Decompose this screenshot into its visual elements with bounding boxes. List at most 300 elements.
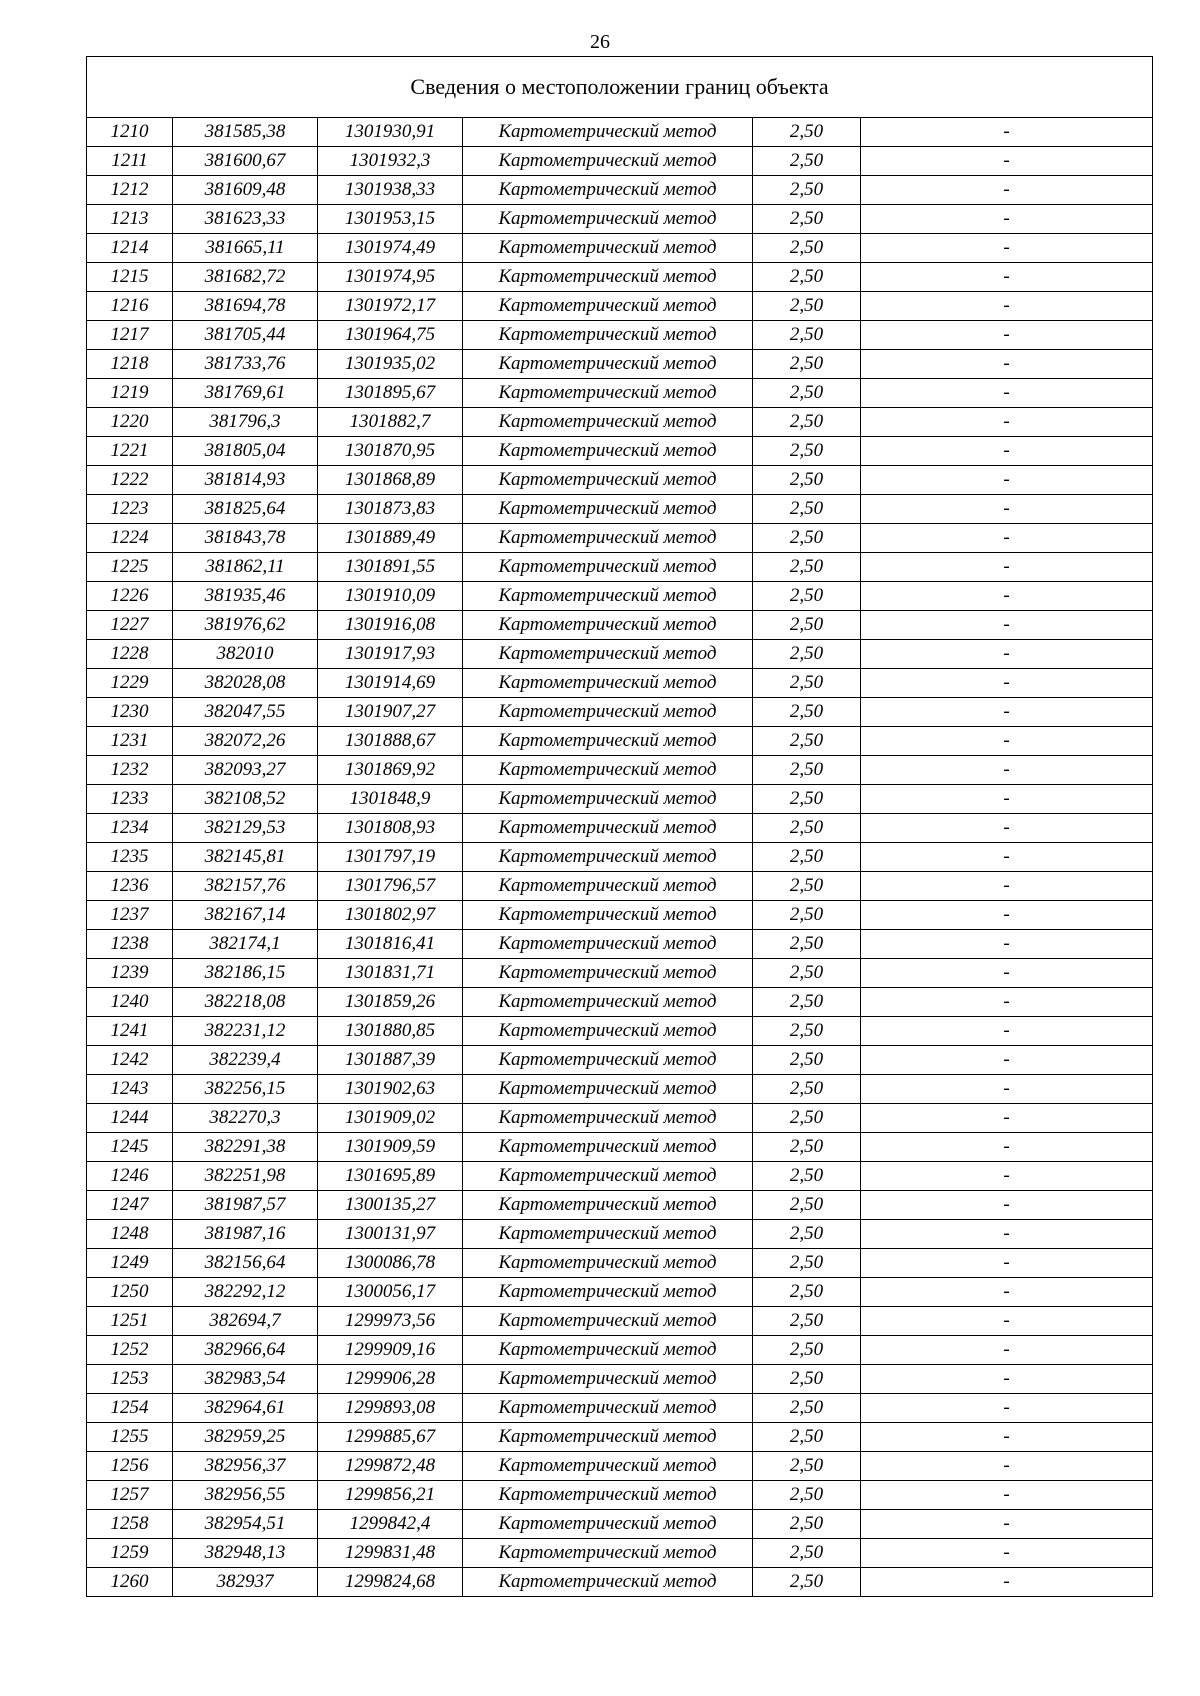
x-coordinate-cell: 381665,11 [173, 234, 318, 263]
description-cell: - [861, 205, 1153, 234]
description-cell: - [861, 176, 1153, 205]
method-cell: Картометрический метод [463, 147, 753, 176]
point-number-cell: 1230 [87, 698, 173, 727]
y-coordinate-cell: 1301909,02 [318, 1104, 463, 1133]
point-number-cell: 1222 [87, 466, 173, 495]
table-row [87, 727, 1153, 756]
method-cell: Картометрический метод [463, 176, 753, 205]
y-coordinate-cell: 1301935,02 [318, 350, 463, 379]
description-cell: - [861, 930, 1153, 959]
y-coordinate-cell: 1300056,17 [318, 1278, 463, 1307]
point-number-cell: 1217 [87, 321, 173, 350]
x-coordinate-cell: 382186,15 [173, 959, 318, 988]
accuracy-cell: 2,50 [753, 988, 861, 1017]
method-cell: Картометрический метод [463, 1423, 753, 1452]
method-cell: Картометрический метод [463, 350, 753, 379]
point-number-cell: 1259 [87, 1539, 173, 1568]
point-number-cell: 1258 [87, 1510, 173, 1539]
accuracy-cell: 2,50 [753, 147, 861, 176]
x-coordinate-cell: 382028,08 [173, 669, 318, 698]
x-coordinate-cell: 381733,76 [173, 350, 318, 379]
table-row [87, 1104, 1153, 1133]
table-row [87, 843, 1153, 872]
method-cell: Картометрический метод [463, 321, 753, 350]
table-row [87, 1133, 1153, 1162]
accuracy-cell: 2,50 [753, 1162, 861, 1191]
table-row [87, 524, 1153, 553]
y-coordinate-cell: 1301917,93 [318, 640, 463, 669]
method-cell: Картометрический метод [463, 582, 753, 611]
x-coordinate-cell: 382108,52 [173, 785, 318, 814]
y-coordinate-cell: 1301802,97 [318, 901, 463, 930]
y-coordinate-cell: 1301916,08 [318, 611, 463, 640]
point-number-cell: 1245 [87, 1133, 173, 1162]
table-body [87, 118, 1153, 1597]
accuracy-cell: 2,50 [753, 1075, 861, 1104]
description-cell: - [861, 814, 1153, 843]
x-coordinate-cell: 382156,64 [173, 1249, 318, 1278]
description-cell: - [861, 1510, 1153, 1539]
accuracy-cell: 2,50 [753, 669, 861, 698]
description-cell: - [861, 1539, 1153, 1568]
accuracy-cell: 2,50 [753, 640, 861, 669]
table-row [87, 1162, 1153, 1191]
accuracy-cell: 2,50 [753, 1452, 861, 1481]
point-number-cell: 1227 [87, 611, 173, 640]
table-row [87, 408, 1153, 437]
y-coordinate-cell: 1301914,69 [318, 669, 463, 698]
x-coordinate-cell: 382956,55 [173, 1481, 318, 1510]
table-row [87, 669, 1153, 698]
point-number-cell: 1228 [87, 640, 173, 669]
description-cell: - [861, 234, 1153, 263]
point-number-cell: 1214 [87, 234, 173, 263]
method-cell: Картометрический метод [463, 495, 753, 524]
accuracy-cell: 2,50 [753, 1365, 861, 1394]
method-cell: Картометрический метод [463, 1133, 753, 1162]
method-cell: Картометрический метод [463, 1452, 753, 1481]
y-coordinate-cell: 1301953,15 [318, 205, 463, 234]
description-cell: - [861, 1481, 1153, 1510]
description-cell: - [861, 1162, 1153, 1191]
method-cell: Картометрический метод [463, 640, 753, 669]
description-cell: - [861, 553, 1153, 582]
point-number-cell: 1223 [87, 495, 173, 524]
table-row [87, 582, 1153, 611]
table-row [87, 379, 1153, 408]
method-cell: Картометрический метод [463, 1365, 753, 1394]
accuracy-cell: 2,50 [753, 1539, 861, 1568]
y-coordinate-cell: 1301930,91 [318, 118, 463, 147]
description-cell: - [861, 901, 1153, 930]
accuracy-cell: 2,50 [753, 727, 861, 756]
table-row [87, 553, 1153, 582]
table-row [87, 698, 1153, 727]
x-coordinate-cell: 381705,44 [173, 321, 318, 350]
x-coordinate-cell: 382937 [173, 1568, 318, 1597]
y-coordinate-cell: 1299824,68 [318, 1568, 463, 1597]
table-row [87, 1249, 1153, 1278]
point-number-cell: 1237 [87, 901, 173, 930]
description-cell: - [861, 640, 1153, 669]
x-coordinate-cell: 381805,04 [173, 437, 318, 466]
accuracy-cell: 2,50 [753, 263, 861, 292]
point-number-cell: 1249 [87, 1249, 173, 1278]
x-coordinate-cell: 382251,98 [173, 1162, 318, 1191]
x-coordinate-cell: 382291,38 [173, 1133, 318, 1162]
method-cell: Картометрический метод [463, 379, 753, 408]
y-coordinate-cell: 1301808,93 [318, 814, 463, 843]
y-coordinate-cell: 1301887,39 [318, 1046, 463, 1075]
description-cell: - [861, 727, 1153, 756]
x-coordinate-cell: 382270,3 [173, 1104, 318, 1133]
y-coordinate-cell: 1301910,09 [318, 582, 463, 611]
x-coordinate-cell: 382292,12 [173, 1278, 318, 1307]
x-coordinate-cell: 382954,51 [173, 1510, 318, 1539]
point-number-cell: 1224 [87, 524, 173, 553]
x-coordinate-cell: 381825,64 [173, 495, 318, 524]
x-coordinate-cell: 381843,78 [173, 524, 318, 553]
accuracy-cell: 2,50 [753, 408, 861, 437]
table-row [87, 1075, 1153, 1104]
point-number-cell: 1218 [87, 350, 173, 379]
accuracy-cell: 2,50 [753, 756, 861, 785]
description-cell: - [861, 785, 1153, 814]
table-row [87, 1191, 1153, 1220]
table-row [87, 1307, 1153, 1336]
accuracy-cell: 2,50 [753, 1394, 861, 1423]
table-row [87, 901, 1153, 930]
x-coordinate-cell: 381682,72 [173, 263, 318, 292]
method-cell: Картометрический метод [463, 698, 753, 727]
point-number-cell: 1231 [87, 727, 173, 756]
description-cell: - [861, 1075, 1153, 1104]
description-cell: - [861, 756, 1153, 785]
description-cell: - [861, 1191, 1153, 1220]
method-cell: Картометрический метод [463, 1394, 753, 1423]
accuracy-cell: 2,50 [753, 524, 861, 553]
y-coordinate-cell: 1299872,48 [318, 1452, 463, 1481]
description-cell: - [861, 611, 1153, 640]
method-cell: Картометрический метод [463, 930, 753, 959]
x-coordinate-cell: 382167,14 [173, 901, 318, 930]
x-coordinate-cell: 381600,67 [173, 147, 318, 176]
x-coordinate-cell: 382218,08 [173, 988, 318, 1017]
method-cell: Картометрический метод [463, 669, 753, 698]
accuracy-cell: 2,50 [753, 1133, 861, 1162]
table-row [87, 1017, 1153, 1046]
accuracy-cell: 2,50 [753, 1017, 861, 1046]
method-cell: Картометрический метод [463, 988, 753, 1017]
method-cell: Картометрический метод [463, 1249, 753, 1278]
table-row [87, 1046, 1153, 1075]
x-coordinate-cell: 381987,57 [173, 1191, 318, 1220]
point-number-cell: 1242 [87, 1046, 173, 1075]
description-cell: - [861, 1423, 1153, 1452]
description-cell: - [861, 988, 1153, 1017]
point-number-cell: 1238 [87, 930, 173, 959]
table-title: Сведения о местоположении границ объекта [87, 57, 1153, 118]
method-cell: Картометрический метод [463, 263, 753, 292]
accuracy-cell: 2,50 [753, 872, 861, 901]
description-cell: - [861, 1365, 1153, 1394]
table-row [87, 611, 1153, 640]
y-coordinate-cell: 1299831,48 [318, 1539, 463, 1568]
method-cell: Картометрический метод [463, 814, 753, 843]
accuracy-cell: 2,50 [753, 437, 861, 466]
table-row [87, 176, 1153, 205]
y-coordinate-cell: 1299973,56 [318, 1307, 463, 1336]
point-number-cell: 1216 [87, 292, 173, 321]
x-coordinate-cell: 381796,3 [173, 408, 318, 437]
description-cell: - [861, 1568, 1153, 1597]
description-cell: - [861, 1104, 1153, 1133]
point-number-cell: 1248 [87, 1220, 173, 1249]
x-coordinate-cell: 382966,64 [173, 1336, 318, 1365]
accuracy-cell: 2,50 [753, 1249, 861, 1278]
y-coordinate-cell: 1300131,97 [318, 1220, 463, 1249]
table-row [87, 1481, 1153, 1510]
table-row [87, 263, 1153, 292]
description-cell: - [861, 1394, 1153, 1423]
y-coordinate-cell: 1299856,21 [318, 1481, 463, 1510]
description-cell: - [861, 1278, 1153, 1307]
method-cell: Картометрический метод [463, 1191, 753, 1220]
method-cell: Картометрический метод [463, 1307, 753, 1336]
method-cell: Картометрический метод [463, 1017, 753, 1046]
y-coordinate-cell: 1301907,27 [318, 698, 463, 727]
method-cell: Картометрический метод [463, 1104, 753, 1133]
table-row [87, 1510, 1153, 1539]
accuracy-cell: 2,50 [753, 930, 861, 959]
y-coordinate-cell: 1301870,95 [318, 437, 463, 466]
table-row [87, 756, 1153, 785]
table-row [87, 1423, 1153, 1452]
y-coordinate-cell: 1301873,83 [318, 495, 463, 524]
table-row [87, 1452, 1153, 1481]
method-cell: Картометрический метод [463, 872, 753, 901]
description-cell: - [861, 147, 1153, 176]
description-cell: - [861, 1249, 1153, 1278]
description-cell: - [861, 872, 1153, 901]
accuracy-cell: 2,50 [753, 1191, 861, 1220]
y-coordinate-cell: 1301868,89 [318, 466, 463, 495]
point-number-cell: 1240 [87, 988, 173, 1017]
y-coordinate-cell: 1301848,9 [318, 785, 463, 814]
accuracy-cell: 2,50 [753, 1307, 861, 1336]
y-coordinate-cell: 1301796,57 [318, 872, 463, 901]
method-cell: Картометрический метод [463, 1510, 753, 1539]
y-coordinate-cell: 1301964,75 [318, 321, 463, 350]
y-coordinate-cell: 1301869,92 [318, 756, 463, 785]
y-coordinate-cell: 1301972,17 [318, 292, 463, 321]
y-coordinate-cell: 1301816,41 [318, 930, 463, 959]
point-number-cell: 1255 [87, 1423, 173, 1452]
method-cell: Картометрический метод [463, 118, 753, 147]
accuracy-cell: 2,50 [753, 379, 861, 408]
accuracy-cell: 2,50 [753, 466, 861, 495]
method-cell: Картометрический метод [463, 437, 753, 466]
x-coordinate-cell: 381935,46 [173, 582, 318, 611]
accuracy-cell: 2,50 [753, 582, 861, 611]
point-number-cell: 1250 [87, 1278, 173, 1307]
point-number-cell: 1243 [87, 1075, 173, 1104]
accuracy-cell: 2,50 [753, 553, 861, 582]
x-coordinate-cell: 382239,4 [173, 1046, 318, 1075]
x-coordinate-cell: 382964,61 [173, 1394, 318, 1423]
table-row [87, 785, 1153, 814]
method-cell: Картометрический метод [463, 1481, 753, 1510]
accuracy-cell: 2,50 [753, 698, 861, 727]
method-cell: Картометрический метод [463, 292, 753, 321]
x-coordinate-cell: 381623,33 [173, 205, 318, 234]
point-number-cell: 1247 [87, 1191, 173, 1220]
point-number-cell: 1233 [87, 785, 173, 814]
accuracy-cell: 2,50 [753, 1336, 861, 1365]
description-cell: - [861, 1336, 1153, 1365]
y-coordinate-cell: 1301974,49 [318, 234, 463, 263]
accuracy-cell: 2,50 [753, 1568, 861, 1597]
table-row [87, 1336, 1153, 1365]
table-row [87, 988, 1153, 1017]
point-number-cell: 1213 [87, 205, 173, 234]
point-number-cell: 1220 [87, 408, 173, 437]
table-row [87, 495, 1153, 524]
method-cell: Картометрический метод [463, 611, 753, 640]
accuracy-cell: 2,50 [753, 321, 861, 350]
point-number-cell: 1236 [87, 872, 173, 901]
description-cell: - [861, 1220, 1153, 1249]
point-number-cell: 1219 [87, 379, 173, 408]
accuracy-cell: 2,50 [753, 118, 861, 147]
accuracy-cell: 2,50 [753, 1423, 861, 1452]
accuracy-cell: 2,50 [753, 1220, 861, 1249]
description-cell: - [861, 263, 1153, 292]
x-coordinate-cell: 381862,11 [173, 553, 318, 582]
point-number-cell: 1225 [87, 553, 173, 582]
y-coordinate-cell: 1301882,7 [318, 408, 463, 437]
x-coordinate-cell: 381987,16 [173, 1220, 318, 1249]
table-row [87, 1539, 1153, 1568]
table-title-row [87, 57, 1153, 118]
accuracy-cell: 2,50 [753, 350, 861, 379]
x-coordinate-cell: 382948,13 [173, 1539, 318, 1568]
point-number-cell: 1254 [87, 1394, 173, 1423]
accuracy-cell: 2,50 [753, 843, 861, 872]
description-cell: - [861, 321, 1153, 350]
accuracy-cell: 2,50 [753, 611, 861, 640]
x-coordinate-cell: 382959,25 [173, 1423, 318, 1452]
point-number-cell: 1210 [87, 118, 173, 147]
point-number-cell: 1239 [87, 959, 173, 988]
y-coordinate-cell: 1300086,78 [318, 1249, 463, 1278]
method-cell: Картометрический метод [463, 1539, 753, 1568]
x-coordinate-cell: 382047,55 [173, 698, 318, 727]
accuracy-cell: 2,50 [753, 176, 861, 205]
x-coordinate-cell: 381814,93 [173, 466, 318, 495]
y-coordinate-cell: 1299893,08 [318, 1394, 463, 1423]
description-cell: - [861, 466, 1153, 495]
x-coordinate-cell: 382956,37 [173, 1452, 318, 1481]
method-cell: Картометрический метод [463, 408, 753, 437]
table-row [87, 1278, 1153, 1307]
y-coordinate-cell: 1299906,28 [318, 1365, 463, 1394]
description-cell: - [861, 118, 1153, 147]
table-row [87, 321, 1153, 350]
x-coordinate-cell: 381769,61 [173, 379, 318, 408]
table-row [87, 350, 1153, 379]
method-cell: Картометрический метод [463, 1162, 753, 1191]
y-coordinate-cell: 1301888,67 [318, 727, 463, 756]
y-coordinate-cell: 1301880,85 [318, 1017, 463, 1046]
description-cell: - [861, 669, 1153, 698]
table-row [87, 1568, 1153, 1597]
y-coordinate-cell: 1301974,95 [318, 263, 463, 292]
x-coordinate-cell: 381585,38 [173, 118, 318, 147]
point-number-cell: 1251 [87, 1307, 173, 1336]
y-coordinate-cell: 1299909,16 [318, 1336, 463, 1365]
method-cell: Картометрический метод [463, 553, 753, 582]
accuracy-cell: 2,50 [753, 785, 861, 814]
method-cell: Картометрический метод [463, 1336, 753, 1365]
description-cell: - [861, 350, 1153, 379]
x-coordinate-cell: 382010 [173, 640, 318, 669]
table-row [87, 466, 1153, 495]
x-coordinate-cell: 382694,7 [173, 1307, 318, 1336]
description-cell: - [861, 524, 1153, 553]
boundary-coordinates-table [86, 56, 1153, 1597]
x-coordinate-cell: 382174,1 [173, 930, 318, 959]
point-number-cell: 1221 [87, 437, 173, 466]
description-cell: - [861, 1046, 1153, 1075]
x-coordinate-cell: 382983,54 [173, 1365, 318, 1394]
description-cell: - [861, 292, 1153, 321]
description-cell: - [861, 959, 1153, 988]
table-row [87, 930, 1153, 959]
accuracy-cell: 2,50 [753, 959, 861, 988]
point-number-cell: 1211 [87, 147, 173, 176]
y-coordinate-cell: 1301902,63 [318, 1075, 463, 1104]
table-row [87, 1365, 1153, 1394]
point-number-cell: 1253 [87, 1365, 173, 1394]
method-cell: Картометрический метод [463, 1278, 753, 1307]
table-row [87, 205, 1153, 234]
point-number-cell: 1246 [87, 1162, 173, 1191]
x-coordinate-cell: 382231,12 [173, 1017, 318, 1046]
method-cell: Картометрический метод [463, 1075, 753, 1104]
y-coordinate-cell: 1301938,33 [318, 176, 463, 205]
x-coordinate-cell: 382093,27 [173, 756, 318, 785]
y-coordinate-cell: 1301859,26 [318, 988, 463, 1017]
description-cell: - [861, 1307, 1153, 1336]
method-cell: Картометрический метод [463, 1568, 753, 1597]
point-number-cell: 1215 [87, 263, 173, 292]
accuracy-cell: 2,50 [753, 234, 861, 263]
x-coordinate-cell: 382145,81 [173, 843, 318, 872]
table-row [87, 1220, 1153, 1249]
point-number-cell: 1260 [87, 1568, 173, 1597]
y-coordinate-cell: 1301895,67 [318, 379, 463, 408]
x-coordinate-cell: 382256,15 [173, 1075, 318, 1104]
point-number-cell: 1226 [87, 582, 173, 611]
method-cell: Картометрический метод [463, 756, 753, 785]
description-cell: - [861, 495, 1153, 524]
table-row [87, 640, 1153, 669]
description-cell: - [861, 1452, 1153, 1481]
table-row [87, 437, 1153, 466]
boundary-table-container [86, 56, 1152, 1597]
accuracy-cell: 2,50 [753, 1046, 861, 1075]
